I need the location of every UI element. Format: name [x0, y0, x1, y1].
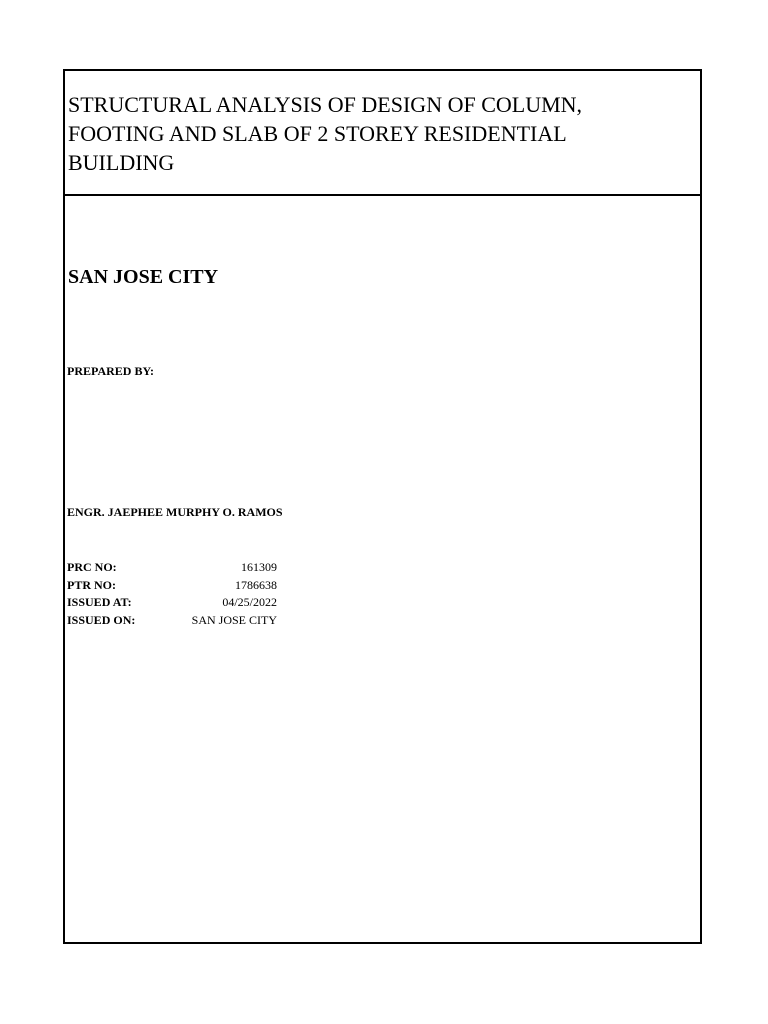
credential-row-issued-at [67, 594, 277, 612]
prepared-by-label: PREPARED BY: [67, 364, 155, 378]
issued-on-value: SAN JOSE CITY [191, 612, 277, 627]
issued-at-label: ISSUED AT: [67, 595, 132, 609]
prc-value: 161309 [241, 560, 277, 574]
prc-label: PRC NO: [67, 560, 117, 574]
issued-on-label: ISSUED ON: [67, 612, 136, 627]
credentials-table [67, 559, 277, 629]
credential-row-ptr [67, 577, 277, 595]
document-title: STRUCTURAL ANALYSIS OF DESIGN OF COLUMN, FOOTING AND SLAB OF 2 STOREY RESIDENTIAL BUILDING [68, 92, 583, 175]
ptr-value: 1786638 [235, 577, 277, 592]
issued-at-value: 04/25/2022 [222, 595, 277, 609]
ptr-label: PTR NO: [67, 577, 116, 592]
title-box [65, 71, 700, 196]
credential-row-prc [67, 559, 277, 577]
credential-row-issued-on [67, 612, 277, 630]
engineer-name: ENGR. JAEPHEE MURPHY O. RAMOS [67, 505, 283, 519]
project-location: SAN JOSE CITY [68, 266, 219, 288]
document-frame [63, 69, 702, 944]
